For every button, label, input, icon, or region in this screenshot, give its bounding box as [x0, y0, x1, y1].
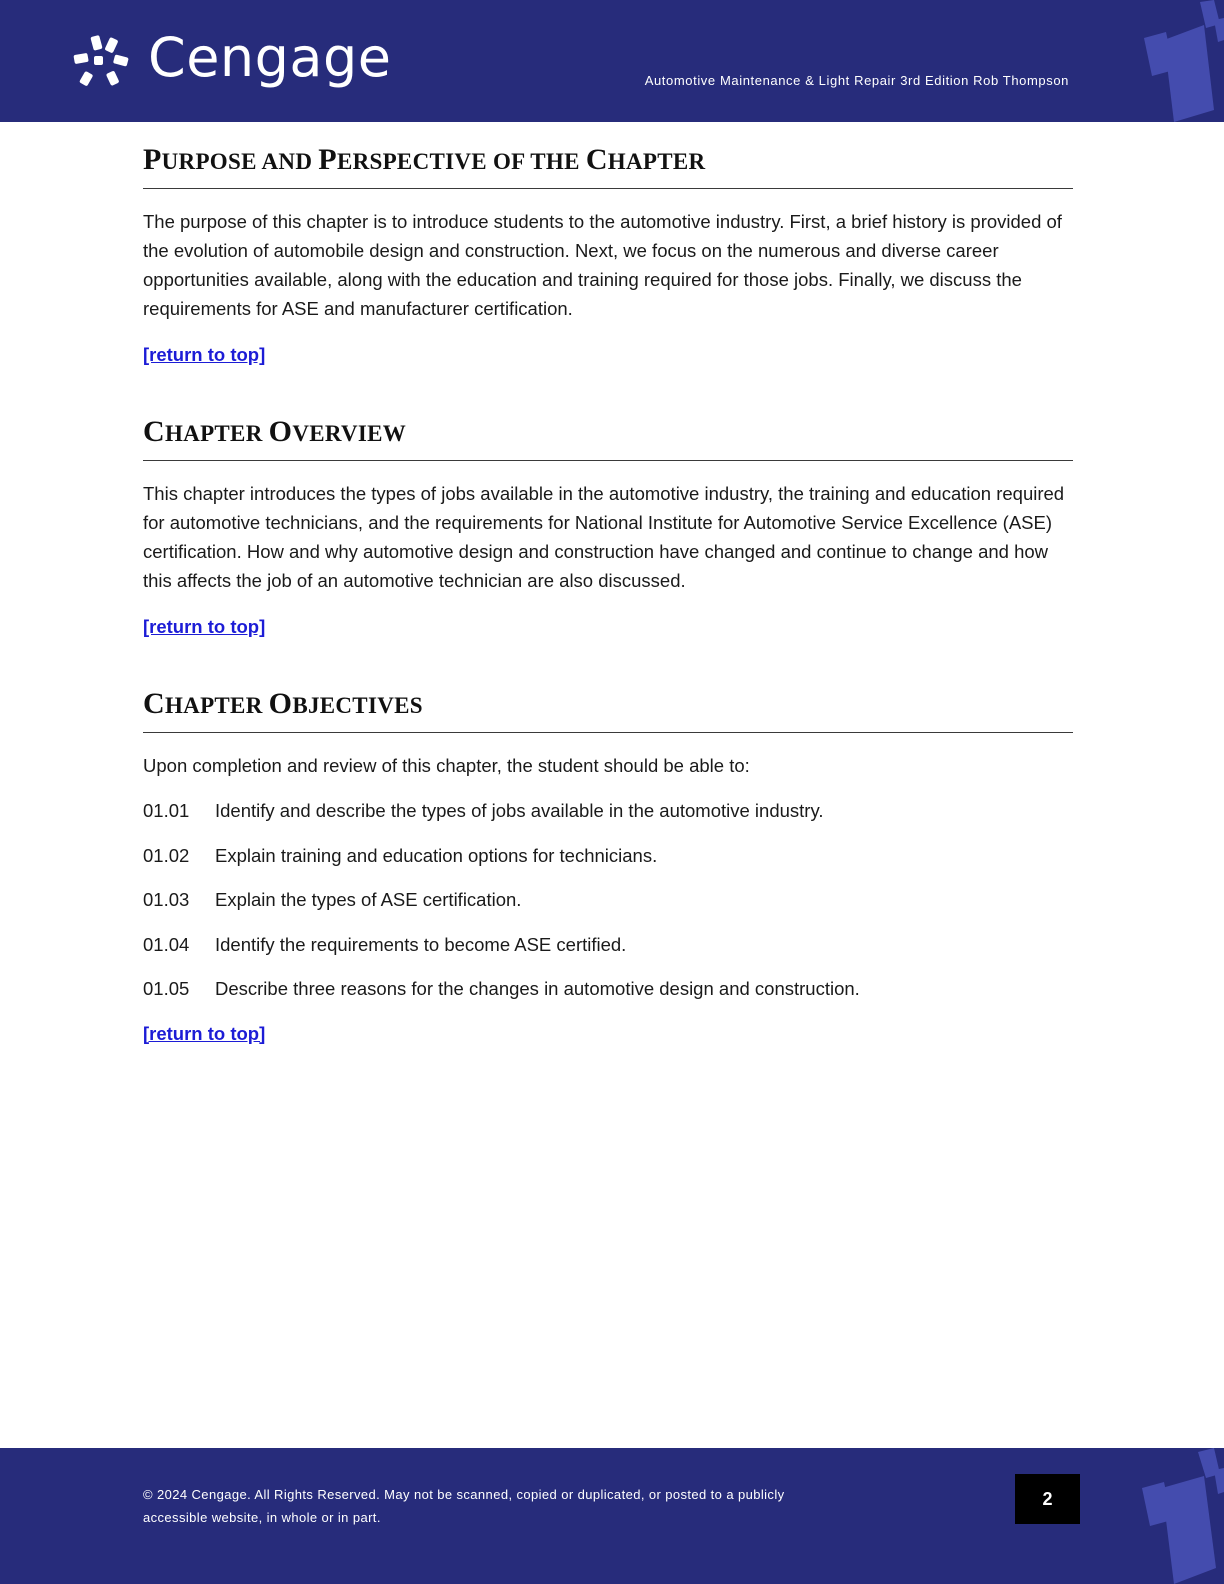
objective-number: 01.03 [143, 889, 190, 910]
objective-item [143, 930, 1073, 959]
main-content [143, 140, 1073, 1048]
objective-text: Explain training and education options for technicians. [215, 844, 658, 866]
objective-text: Describe three reasons for the changes in automotive design and construction. [215, 978, 860, 999]
objective-item [143, 841, 1073, 870]
cengage-logo-icon [70, 32, 134, 92]
objective-text: Identify and describe the types of jobs available in the automotive industry. [215, 800, 824, 821]
brand-name: Cengage [148, 26, 392, 89]
section-heading: CHAPTER OVERVIEW [143, 412, 1073, 461]
objectives-intro: Upon completion and review of this chapter, the student should be able to: [143, 755, 750, 776]
section-body: This chapter introduces the types of jobs available in the automotive industry, the training and education required for automotive technicians, and the requirements for National Institute for Automotive Service Excellence (ASE) certification. How and why automotive design and construction have changed and continue to change and how this affects the job of an automotive technician are also discussed. [143, 483, 1065, 591]
section-heading: CHAPTER OBJECTIVES [143, 684, 1073, 733]
objective-item [143, 885, 1073, 914]
page-header [0, 0, 1224, 122]
header-decoration [1134, 0, 1224, 122]
page-number: 2 [1015, 1474, 1080, 1524]
return-to-top-link[interactable]: [return to top] [143, 1022, 266, 1044]
objective-text: Explain the types of ASE certification. [215, 889, 522, 910]
copyright-line: © 2024 Cengage. All Rights Reserved. May not be scanned, copied or duplicated, or posted to a publicly [143, 1487, 785, 1502]
section-body: The purpose of this chapter is to introduce students to the automotive industry. First, a brief history is provided of the evolution of automobile design and construction. Next, we focus on the numerous and diverse career opportunities available, along with the education and training required for those jobs. Finally, we discuss the requirements for ASE and manufacturer certification. [143, 211, 1062, 319]
copyright-notice [143, 1483, 785, 1529]
section-heading: PURPOSE AND PERSPECTIVE OF THE CHAPTER [143, 140, 1073, 189]
page-footer [0, 1448, 1224, 1584]
objective-item [143, 974, 1073, 1003]
objective-number: 01.02 [143, 844, 190, 866]
objective-number: 01.01 [143, 800, 190, 821]
objective-item [143, 796, 1073, 825]
return-to-top-link[interactable]: [return to top] [143, 344, 266, 365]
purpose-section [143, 140, 1073, 369]
copyright-line: accessible website, in whole or in part. [143, 1510, 381, 1525]
objectives-section [143, 684, 1073, 1048]
return-to-top-link[interactable]: [return to top] [143, 616, 266, 637]
footer-decoration [1134, 1448, 1224, 1584]
objective-number: 01.04 [143, 933, 190, 955]
book-title: Automotive Maintenance & Light Repair 3rd Edition Rob Thompson [644, 73, 1069, 88]
objective-text: Identify the requirements to become ASE certified. [215, 933, 627, 955]
objective-number: 01.05 [143, 978, 190, 999]
overview-section [143, 412, 1073, 641]
objectives-list [143, 796, 1073, 1003]
